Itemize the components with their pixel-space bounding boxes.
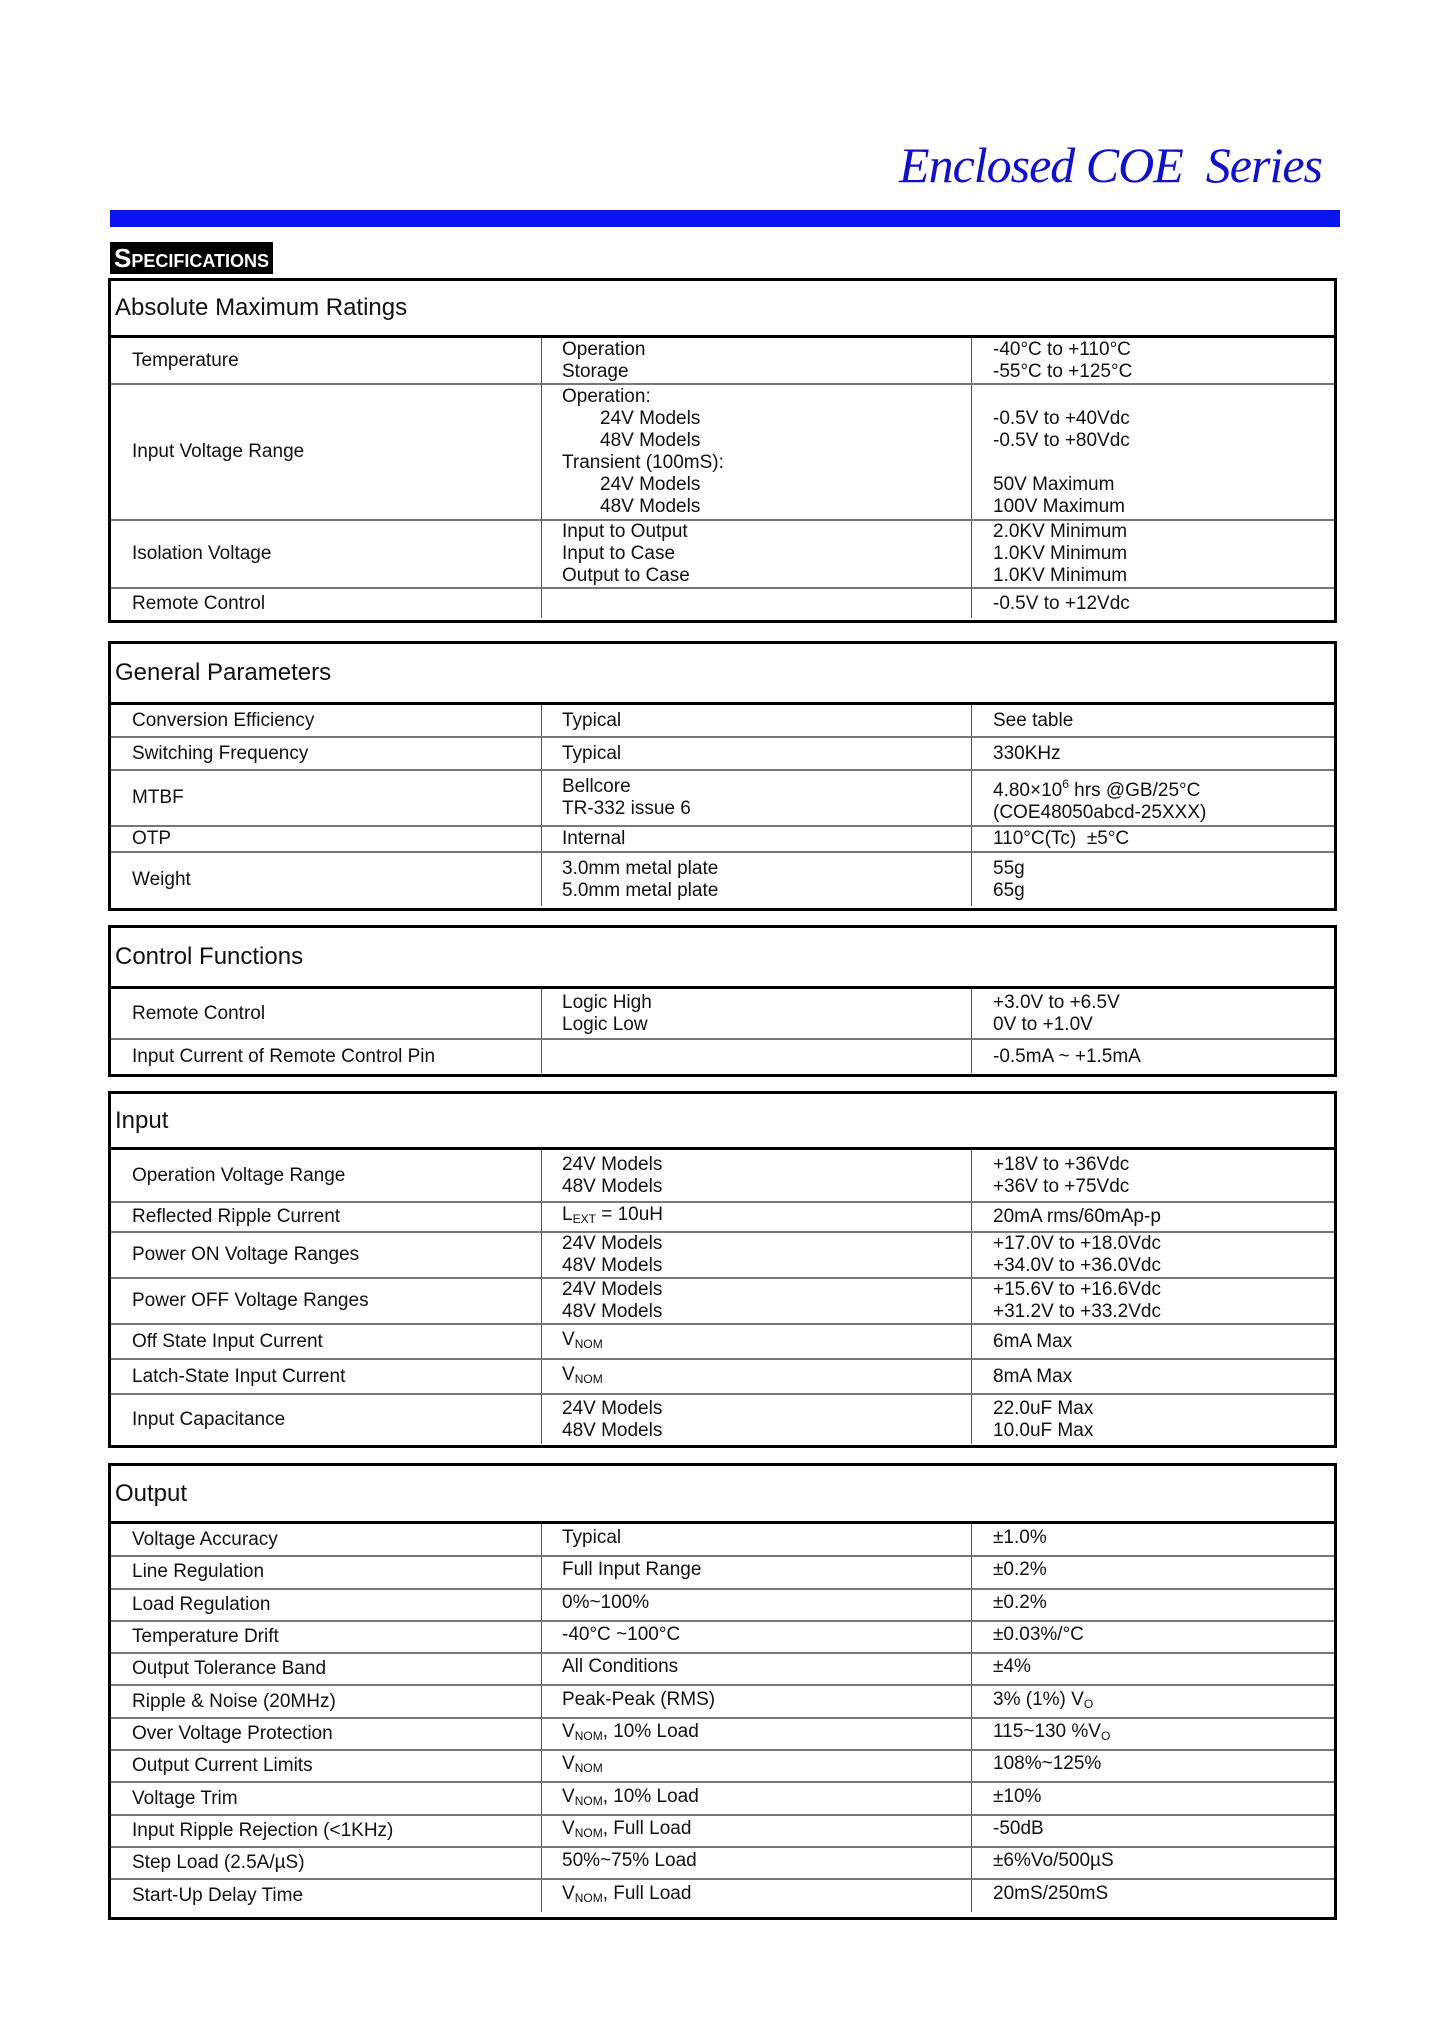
- param-values: 115~130 $\%V_O$: [972, 1718, 1335, 1750]
- series-title: Enclosed COE Series: [899, 137, 1322, 193]
- table-row: [111, 1278, 1334, 1324]
- param-conditions: 50%~75% Load: [542, 1847, 972, 1879]
- specifications-label: Specifications: [110, 242, 273, 274]
- param-label: Power OFF Voltage Ranges: [111, 1278, 542, 1324]
- param-values: [972, 852, 1335, 906]
- output-table: [111, 1524, 1334, 1912]
- param-values: [972, 770, 1335, 826]
- value-line: 55g: [993, 857, 1025, 879]
- param-conditions: [542, 384, 972, 520]
- table-row: [111, 705, 1334, 737]
- param-conditions: $V_{NOM}$: [542, 1750, 972, 1782]
- param-label: OTP: [111, 826, 542, 852]
- param-label: Remote Control: [111, 989, 542, 1039]
- param-values: 330KHz: [972, 737, 1335, 770]
- section-title: Input: [111, 1094, 1334, 1150]
- param-label: Off State Input Current: [111, 1324, 542, 1359]
- param-conditions: $V_{NOM}$: [542, 1359, 972, 1394]
- value-line: 2.0KV Minimum: [993, 521, 1128, 542]
- section-title: General Parameters: [111, 644, 1334, 705]
- section-title: Control Functions: [111, 928, 1334, 989]
- condition-line: 48V Models: [562, 1301, 663, 1322]
- param-label: Voltage Accuracy: [111, 1524, 542, 1556]
- value-line: -0.5V to +40Vdc: [993, 408, 1130, 429]
- condition-line: Input to Case: [562, 543, 676, 564]
- param-values: ±6%Vo/500µS: [972, 1847, 1335, 1879]
- table-row: [111, 1394, 1334, 1444]
- param-values: 20mA rms/60mAp-p: [972, 1202, 1335, 1232]
- param-label: Operation Voltage Range: [111, 1150, 542, 1202]
- param-label: Ripple & Noise (20MHz): [111, 1685, 542, 1717]
- value-line: 0V to +1.0V: [993, 1013, 1093, 1035]
- param-label: Isolation Voltage: [111, 520, 542, 588]
- param-label: Input Voltage Range: [111, 384, 542, 520]
- condition-line: Input to Output: [562, 521, 688, 542]
- param-values: -0.5mA ~ +1.5mA: [972, 1039, 1335, 1073]
- value-line: 22.0uF Max: [993, 1397, 1094, 1419]
- condition-line: Storage: [562, 360, 629, 382]
- condition-line: 24V Models: [600, 408, 701, 429]
- table-row: [111, 852, 1334, 906]
- output-section: [108, 1463, 1337, 1920]
- table-row: [111, 737, 1334, 770]
- param-label: Power ON Voltage Ranges: [111, 1232, 542, 1278]
- value-line: +34.0V to +36.0Vdc: [993, 1255, 1161, 1276]
- value-line: 50V Maximum: [993, 474, 1115, 495]
- table-row: [111, 1847, 1334, 1879]
- condition-line: 24V Models: [600, 474, 701, 495]
- section-title: Absolute Maximum Ratings: [111, 281, 1334, 338]
- control-functions-table: [111, 989, 1334, 1073]
- param-conditions: Typical: [542, 705, 972, 737]
- param-conditions: $V_{NOM}$, Full Load: [542, 1815, 972, 1847]
- param-values: ±4%: [972, 1653, 1335, 1685]
- param-conditions: $L_{EXT} = 10uH$: [542, 1202, 972, 1232]
- table-row: [111, 1718, 1334, 1750]
- value-line: (COE48050abcd-25XXX): [993, 801, 1207, 823]
- param-values: [972, 1232, 1335, 1278]
- value-line: +15.6V to +16.6Vdc: [993, 1279, 1161, 1300]
- condition-line: Bellcore: [562, 776, 631, 797]
- param-values: -50dB: [972, 1815, 1335, 1847]
- table-row: [111, 1685, 1334, 1717]
- param-values: ±0.2%: [972, 1556, 1335, 1588]
- table-row: [111, 1556, 1334, 1588]
- param-values: -0.5V to +12Vdc: [972, 588, 1335, 618]
- param-conditions: $V_{NOM}$, 10% Load: [542, 1718, 972, 1750]
- param-label: Over Voltage Protection: [111, 1718, 542, 1750]
- table-row: [111, 1782, 1334, 1814]
- value-line: +31.2V to +33.2Vdc: [993, 1301, 1161, 1322]
- condition-line: Operation:: [562, 386, 651, 407]
- param-values: 3% (1%) $V_O$: [972, 1685, 1335, 1717]
- general-parameters-table: [111, 705, 1334, 906]
- condition-line: 24V Models: [562, 1279, 663, 1300]
- table-row: [111, 1150, 1334, 1202]
- param-conditions: All Conditions: [542, 1653, 972, 1685]
- value-line: 100V Maximum: [993, 496, 1125, 517]
- param-conditions: $V_{NOM}$: [542, 1324, 972, 1359]
- param-conditions: 0%~100%: [542, 1589, 972, 1621]
- table-row: [111, 1359, 1334, 1394]
- condition-line: 48V Models: [562, 1175, 663, 1197]
- value-line: +36V to +75Vdc: [993, 1175, 1130, 1197]
- value-line: +3.0V to +6.5V: [993, 991, 1120, 1013]
- param-values: [972, 989, 1335, 1039]
- param-values: [972, 1150, 1335, 1202]
- param-conditions: [542, 1394, 972, 1444]
- param-conditions: [542, 770, 972, 826]
- condition-line: Operation: [562, 338, 646, 360]
- param-conditions: Peak-Peak (RMS): [542, 1685, 972, 1717]
- condition-line: Logic High: [562, 991, 652, 1013]
- param-conditions: Typical: [542, 1524, 972, 1556]
- condition-line: 48V Models: [600, 430, 701, 451]
- table-row: [111, 1750, 1334, 1782]
- param-label: Output Current Limits: [111, 1750, 542, 1782]
- table-row: [111, 1653, 1334, 1685]
- param-label: Voltage Trim: [111, 1782, 542, 1814]
- table-row: [111, 338, 1334, 384]
- table-row: [111, 1879, 1334, 1911]
- param-conditions: Typical: [542, 737, 972, 770]
- param-values: [972, 384, 1335, 520]
- condition-line: 24V Models: [562, 1233, 663, 1254]
- param-label: MTBF: [111, 770, 542, 826]
- condition-line: Output to Case: [562, 565, 690, 586]
- param-label: Reflected Ripple Current: [111, 1202, 542, 1232]
- param-label: Line Regulation: [111, 1556, 542, 1588]
- param-label: Step Load (2.5A/µS): [111, 1847, 542, 1879]
- value-line: 1.0KV Minimum: [993, 565, 1128, 586]
- table-row: [111, 588, 1334, 618]
- param-label: Latch-State Input Current: [111, 1359, 542, 1394]
- general-parameters-section: [108, 641, 1337, 911]
- param-conditions: [542, 1278, 972, 1324]
- param-values: [972, 338, 1335, 384]
- param-values: See table: [993, 709, 1074, 731]
- param-values: 110°C(Tc) ±5°C: [972, 826, 1335, 852]
- condition-line: 48V Models: [600, 496, 701, 517]
- table-row: [111, 1621, 1334, 1653]
- param-label: Input Capacitance: [111, 1394, 542, 1444]
- param-label: Weight: [111, 852, 542, 906]
- param-conditions: [542, 338, 972, 384]
- param-values: 6mA Max: [972, 1324, 1335, 1359]
- value-line: [993, 452, 1334, 474]
- param-conditions: Full Input Range: [542, 1556, 972, 1588]
- param-conditions: [542, 852, 972, 906]
- table-row: [111, 1524, 1334, 1556]
- condition-line: 48V Models: [562, 1255, 663, 1276]
- param-conditions: $V_{NOM}$, 10% Load: [542, 1782, 972, 1814]
- param-conditions: $V_{NOM}$, Full Load: [542, 1879, 972, 1911]
- condition-line: 24V Models: [562, 1397, 663, 1419]
- value-line: 1.0KV Minimum: [993, 543, 1128, 564]
- param-label: Remote Control: [111, 588, 542, 618]
- param-label: Input Current of Remote Control Pin: [111, 1039, 542, 1073]
- param-label: Switching Frequency: [111, 737, 542, 770]
- param-conditions: [542, 588, 972, 618]
- table-row: [111, 1815, 1334, 1847]
- condition-line: Logic Low: [562, 1013, 648, 1035]
- param-values: ±0.2%: [972, 1589, 1335, 1621]
- input-section: [108, 1091, 1337, 1448]
- value-line: +17.0V to +18.0Vdc: [993, 1233, 1161, 1254]
- table-row: [111, 1324, 1334, 1359]
- param-values: 8mA Max: [972, 1359, 1335, 1394]
- param-values: [972, 1278, 1335, 1324]
- value-line: 10.0uF Max: [993, 1419, 1094, 1441]
- condition-line: 5.0mm metal plate: [562, 879, 719, 901]
- param-values: [972, 520, 1335, 588]
- param-conditions: [542, 520, 972, 588]
- condition-line: Transient (100mS):: [562, 452, 724, 473]
- table-row: [111, 520, 1334, 588]
- param-conditions: [542, 989, 972, 1039]
- condition-line: 24V Models: [562, 1153, 663, 1175]
- value-line: -0.5V to +80Vdc: [993, 430, 1130, 451]
- value-line: +18V to +36Vdc: [993, 1153, 1130, 1175]
- value-line: 65g: [993, 879, 1025, 901]
- table-row: [111, 1039, 1334, 1073]
- table-row: [111, 1202, 1334, 1232]
- param-conditions: -40°C ~100°C: [542, 1621, 972, 1653]
- condition-line: TR-332 issue 6: [562, 798, 691, 819]
- param-label: Start-Up Delay Time: [111, 1879, 542, 1911]
- value-line: [993, 386, 1334, 408]
- param-label: Input Ripple Rejection (<1KHz): [111, 1815, 542, 1847]
- section-title: Output: [111, 1466, 1334, 1524]
- absolute-max-ratings-section: [108, 278, 1337, 623]
- table-row: [111, 770, 1334, 826]
- table-row: [111, 1589, 1334, 1621]
- param-label: Conversion Efficiency: [111, 705, 542, 737]
- param-conditions: [542, 1039, 972, 1073]
- table-row: [111, 826, 1334, 852]
- param-label: Temperature Drift: [111, 1621, 542, 1653]
- param-values: 108%~125%: [972, 1750, 1335, 1782]
- input-table: [111, 1150, 1334, 1444]
- param-values: ±0.03%/°C: [972, 1621, 1335, 1653]
- param-label: Temperature: [111, 338, 542, 384]
- table-row: [111, 1232, 1334, 1278]
- param-label: Output Tolerance Band: [111, 1653, 542, 1685]
- value-line: -55°C to +125°C: [993, 360, 1133, 382]
- absolute-max-table: [111, 338, 1334, 618]
- value-line: -40°C to +110°C: [993, 338, 1131, 360]
- param-values: ±10%: [972, 1782, 1335, 1814]
- condition-line: 48V Models: [562, 1419, 663, 1441]
- param-values: [972, 1394, 1335, 1444]
- condition-line: 3.0mm metal plate: [562, 857, 719, 879]
- value-line: $4.80\times 10^6$ hrs @GB/25°C: [993, 776, 1201, 801]
- param-values: 20mS/250mS: [972, 1879, 1335, 1911]
- header-divider-bar: [110, 210, 1340, 227]
- table-row: [111, 384, 1334, 520]
- param-label: Load Regulation: [111, 1589, 542, 1621]
- param-conditions: [542, 1150, 972, 1202]
- param-values: ±1.0%: [993, 1526, 1047, 1548]
- table-row: [111, 989, 1334, 1039]
- param-conditions: Internal: [542, 826, 972, 852]
- param-conditions: [542, 1232, 972, 1278]
- control-functions-section: [108, 925, 1337, 1077]
